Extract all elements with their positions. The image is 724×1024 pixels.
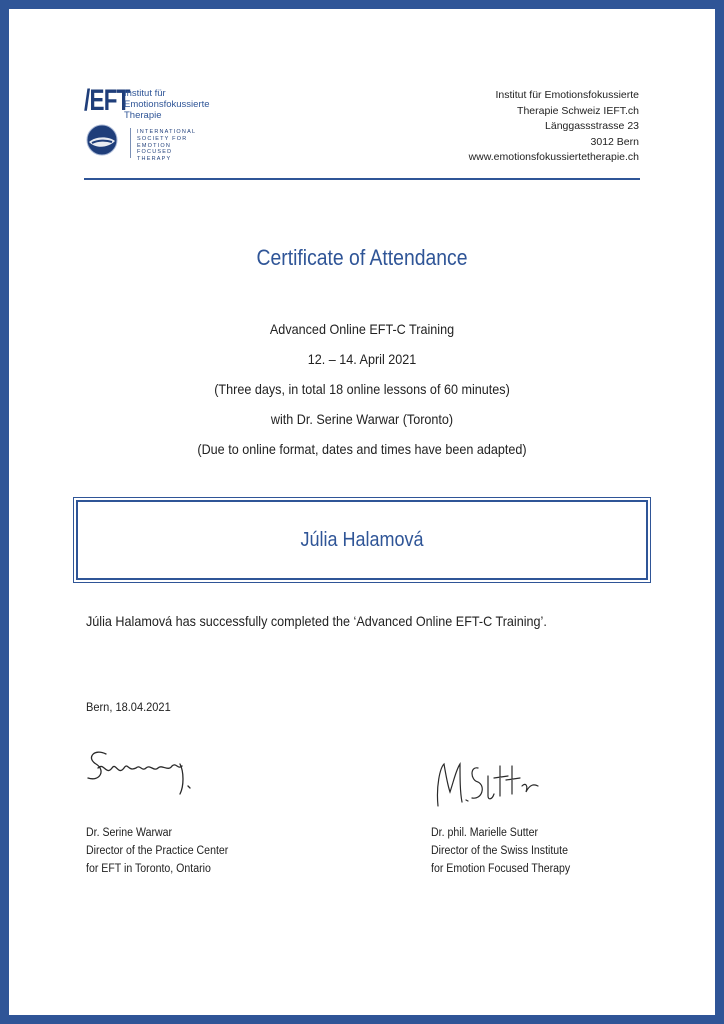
header-divider [84, 178, 640, 180]
training-instructor: with Dr. Serine Warwar (Toronto) [270, 411, 454, 427]
globe-icon [86, 124, 118, 156]
signatory-name: Dr. Serine Warwar [86, 827, 173, 839]
place-and-date: Bern, 18.04.2021 [86, 700, 171, 714]
address-line: 3012 Bern [590, 135, 639, 148]
training-duration: (Three days, in total 18 online lessons of 60 minutes) [214, 381, 510, 397]
institute-address [469, 88, 639, 166]
logo-mark: /EFT [84, 84, 130, 117]
address-line: Therapie Schweiz IEFT.ch [517, 104, 639, 117]
address-line: Institut für Emotionsfokussierte [495, 89, 639, 101]
training-note: (Due to online format, dates and times have been adapted) [197, 441, 527, 457]
training-details [0, 314, 724, 464]
signatory-sutter [431, 824, 570, 878]
training-dates: 12. – 14. April 2021 [307, 351, 417, 367]
logo-divider [130, 128, 131, 158]
signature-warwar [84, 742, 209, 800]
training-name: Advanced Online EFT-C Training [269, 321, 455, 337]
address-website: www.emotionsfokussiertetherapie.ch [468, 151, 639, 163]
logo-institute-name: Institut für Emotionsfokussierte Therapie [124, 88, 210, 121]
address-line: Länggassstrasse 23 [545, 120, 639, 132]
signatory-title: Director of the Swiss Institute [431, 845, 569, 857]
signatory-title: for EFT in Toronto, Ontario [86, 863, 211, 875]
recipient-box [76, 500, 648, 580]
signatory-name: Dr. phil. Marielle Sutter [431, 827, 539, 839]
logo-society-name: INTERNATIONAL SOCIETY FOR EMOTION FOCUSED THERAPY [137, 129, 197, 163]
certificate-title: Certificate of Attendance [256, 245, 468, 270]
ieft-logo [84, 84, 214, 166]
signature-sutter [430, 756, 550, 812]
recipient-name: Júlia Halamová [300, 529, 424, 551]
completion-statement: Júlia Halamová has successfully completed the ‘Advanced Online EFT-C Training’. [86, 613, 547, 629]
signatory-title: Director of the Practice Center [86, 845, 229, 857]
signatory-warwar [86, 824, 228, 878]
signatory-title: for Emotion Focused Therapy [431, 863, 571, 875]
